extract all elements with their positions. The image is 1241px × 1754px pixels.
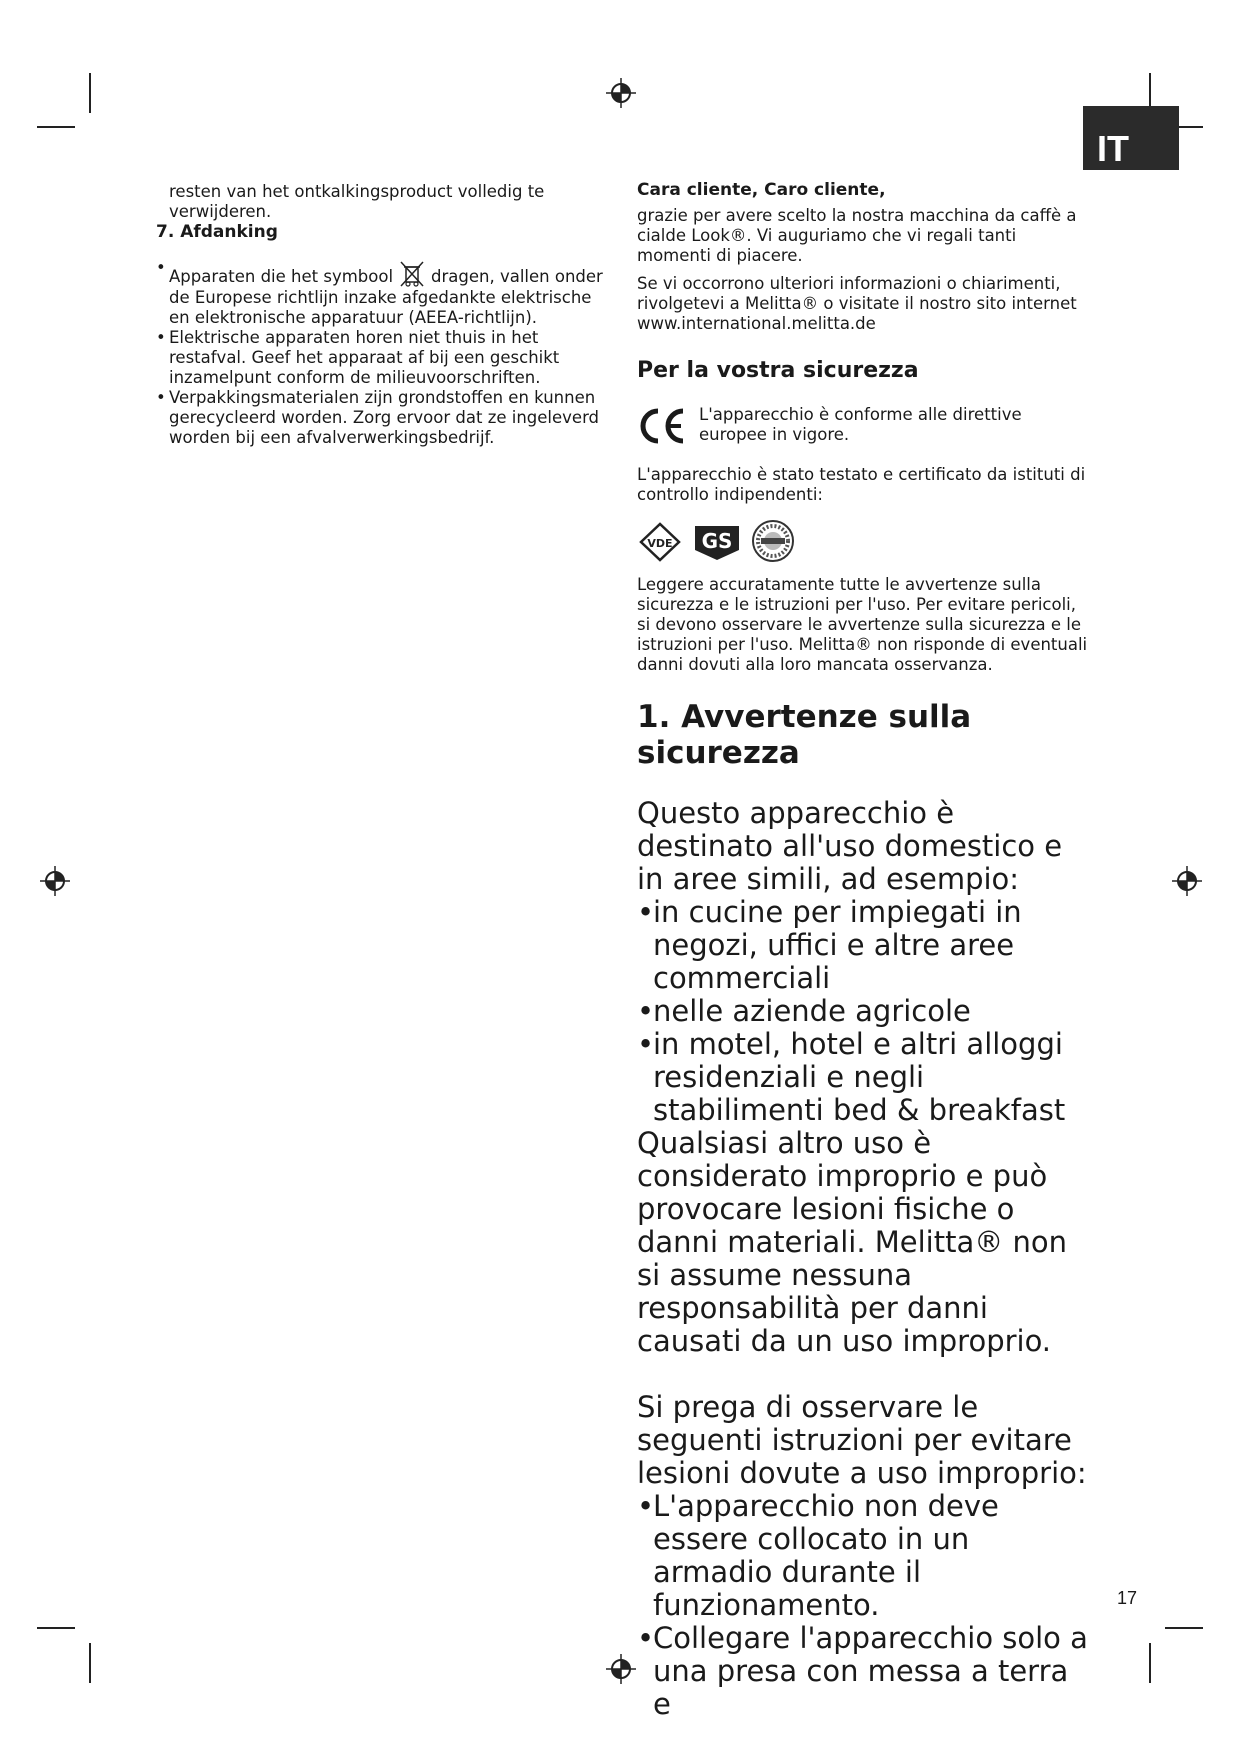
- disposal-list: [156, 258, 606, 448]
- bullet-text: dragen, vallen onder de Europese richtlijn inzake afgedankte elektrische en elektronische apparatuur (AEEA-richtlijn).: [169, 267, 603, 327]
- greeting-heading: Cara cliente, Caro cliente,: [637, 180, 886, 200]
- intended-use-text: Questo apparecchio è destinato all'uso domestico e in aree simili, ad esempio:: [637, 796, 1063, 896]
- ce-block: [637, 405, 1092, 447]
- ce-mark-icon: [637, 405, 687, 447]
- safety-heading: Per la vostra sicurezza: [637, 358, 919, 383]
- tested-paragraph: L'apparecchio è stato testato e certificato da istituti di controllo indipendenti:: [637, 465, 1086, 504]
- registration-mark-icon: [1172, 866, 1202, 896]
- thanks-paragraph: grazie per avere scelto la nostra macchina da caffè a cialde Look®. Vi auguriamo che vi regali tanti momenti di piacere.: [637, 206, 1077, 265]
- list-item: [156, 258, 606, 328]
- list-item: • Elektrische apparaten horen niet thuis in het restafval. Geef het apparaat af bij een geschikt inzamelpunt conform de milieuvoorschriften.: [156, 328, 606, 388]
- crop-mark: [89, 1643, 91, 1683]
- bullet-text: Apparaten die het symbool: [169, 267, 394, 286]
- crop-mark: [37, 1627, 75, 1629]
- gs-logo: [691, 520, 743, 562]
- registration-mark-icon: [606, 78, 636, 108]
- crop-mark: [1165, 1627, 1203, 1629]
- list-item: • Collegare l'apparecchio solo a una presa con messa a terra e: [637, 1622, 1092, 1721]
- use-list: [637, 896, 1092, 1127]
- info-paragraph: Se vi occorrono ulteriori informazioni o chiarimenti, rivolgetevi a Melitta® o visitate il nostro sito internet www.international.melitta.de: [637, 274, 1077, 333]
- vde-logo: [637, 520, 683, 562]
- intro-line: verwijderen.: [169, 202, 272, 221]
- ce-text: L'apparecchio è conforme alle direttive europee in vigore.: [699, 405, 1022, 444]
- observe-list: [637, 1490, 1092, 1721]
- intended-use-block: [637, 797, 1092, 1721]
- observe-intro-text: Si prega di osservare le seguenti istruzioni per evitare lesioni dovute a uso improprio:: [637, 1390, 1087, 1490]
- crop-mark: [89, 73, 91, 113]
- registration-mark-icon: [40, 866, 70, 896]
- list-item: • in cucine per impiegati in negozi, uffici e altre aree commerciali: [637, 896, 1092, 995]
- certification-seal-icon: [751, 519, 795, 563]
- crop-mark: [1149, 1643, 1151, 1683]
- list-item: • in motel, hotel e altri alloggi residenziali e negli stabilimenti bed & breakfast: [637, 1028, 1092, 1127]
- language-tab: IT: [1083, 106, 1179, 170]
- intro-line: resten van het ontkalkingsproduct volledig te: [169, 182, 545, 201]
- list-item: • L'apparecchio non deve essere collocato in un armadio durante il funzionamento.: [637, 1490, 1092, 1622]
- crossed-bin-icon: [397, 258, 427, 288]
- read-instructions-paragraph: Leggere accuratamente tutte le avvertenze sulla sicurezza e le istruzioni per l'uso. Per evitare pericoli, si devono osservare le avvertenze sulla sicurezza e le istruzioni per l'uso. Melitta® non risponde di eventuali danni dovuti alla loro mancata osservanza.: [637, 575, 1088, 674]
- list-item: • Verpakkingsmaterialen zijn grondstoffen en kunnen gerecycleerd worden. Zorg ervoor dat ze ingeleverd worden bij een afvalverwerkingsbedrijf.: [156, 388, 606, 448]
- page-number: 17: [1117, 1588, 1138, 1608]
- section-heading: 7. Afdanking: [156, 222, 278, 242]
- warnings-heading: 1. Avvertenze sulla sicurezza: [637, 699, 972, 771]
- improper-use-text: Qualsiasi altro uso è considerato improprio e può provocare lesioni fisiche o danni materiali. Melitta® non si assume nessuna responsabilità per danni causati da un uso improprio.: [637, 1126, 1067, 1358]
- vde-logo-text: VDE: [647, 537, 673, 550]
- certification-logos: [637, 519, 1092, 563]
- left-column: [156, 182, 606, 448]
- crop-mark: [37, 126, 75, 128]
- gs-logo-text: GS: [701, 529, 733, 553]
- list-item: • nelle aziende agricole: [637, 995, 1092, 1028]
- right-column: [637, 180, 1092, 1721]
- registration-mark-icon: [606, 1654, 636, 1684]
